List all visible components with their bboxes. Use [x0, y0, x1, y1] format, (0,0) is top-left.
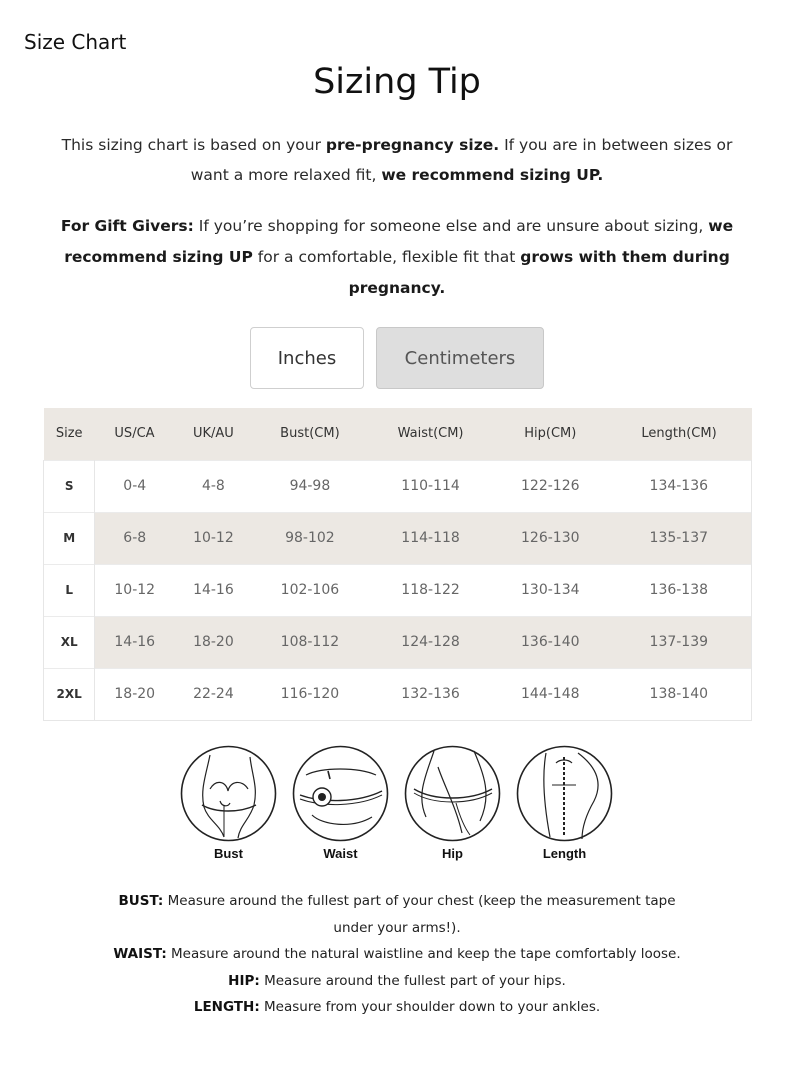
waist-note — [100, 941, 694, 968]
table-cell: 18-20 — [174, 616, 253, 668]
gift-bold-2: we recommend sizing UP — [64, 217, 734, 266]
table-cell: 136-140 — [494, 616, 607, 668]
header-us-ca: US/CA — [95, 408, 174, 460]
length-caption: Length — [542, 846, 587, 861]
header-length: Length(CM) — [607, 408, 752, 460]
inches-button[interactable]: Inches — [250, 327, 364, 389]
size-cell: 2XL — [44, 668, 95, 720]
header-uk-au: UK/AU — [174, 408, 253, 460]
table-cell: 136-138 — [607, 564, 752, 616]
table-cell: 0-4 — [95, 460, 174, 512]
gift-text-1: If you’re shopping for someone else and are unsure about sizing, — [193, 217, 709, 235]
hip-note-label: HIP: — [228, 972, 260, 989]
size-cell: L — [44, 564, 95, 616]
bust-note — [100, 888, 694, 941]
table-cell: 118-122 — [367, 564, 494, 616]
table-cell: 94-98 — [253, 460, 367, 512]
size-table — [43, 408, 752, 721]
measurement-figures — [180, 745, 613, 861]
table-cell: 135-137 — [607, 512, 752, 564]
table-cell: 130-134 — [494, 564, 607, 616]
header-waist: Waist(CM) — [367, 408, 494, 460]
table-cell: 10-12 — [174, 512, 253, 564]
table-row — [44, 564, 752, 616]
hip-figure — [404, 745, 501, 861]
intro-paragraph — [60, 130, 734, 190]
table-cell: 18-20 — [95, 668, 174, 720]
waist-note-label: WAIST: — [113, 946, 167, 962]
table-cell: 22-24 — [174, 668, 253, 720]
table-cell: 114-118 — [367, 512, 494, 564]
table-cell: 108-112 — [253, 616, 367, 668]
intro-bold-1: pre-pregnancy size. — [325, 136, 500, 154]
table-cell: 98-102 — [253, 512, 367, 564]
gift-paragraph — [60, 211, 734, 304]
waist-figure — [292, 745, 389, 861]
table-cell: 4-8 — [174, 460, 253, 512]
intro-text-2: If you are in between sizes or want a more relaxed fit, — [190, 136, 733, 184]
table-cell: 144-148 — [494, 668, 607, 720]
table-row — [44, 460, 752, 512]
size-cell: XL — [44, 616, 95, 668]
size-cell: M — [44, 512, 95, 564]
intro-text-1: This sizing chart is based on your — [61, 136, 326, 154]
header-hip: Hip(CM) — [494, 408, 607, 460]
table-row — [44, 512, 752, 564]
table-cell: 102-106 — [253, 564, 367, 616]
hip-note — [100, 968, 694, 995]
waist-note-text: Measure around the natural waistline and keep the tape comfortably loose. — [166, 946, 681, 962]
table-row — [44, 616, 752, 668]
unit-toggle — [250, 327, 544, 389]
waist-measure-icon — [292, 745, 389, 842]
table-header-row — [44, 408, 752, 460]
gift-bold-3: grows with them during pregnancy. — [348, 248, 730, 297]
length-measure-icon — [516, 745, 613, 842]
table-cell: 14-16 — [95, 616, 174, 668]
bust-note-label: BUST: — [118, 893, 164, 909]
length-note-label: LENGTH: — [193, 999, 260, 1015]
gift-bold-1: For Gift Givers: — [60, 217, 194, 235]
table-cell: 138-140 — [607, 668, 752, 720]
table-cell: 134-136 — [607, 460, 752, 512]
gift-text-2: for a comfortable, flexible fit that — [252, 248, 521, 266]
hip-caption: Hip — [442, 846, 463, 861]
sizing-tip-heading: Sizing Tip — [313, 62, 481, 102]
centimeters-button[interactable]: Centimeters — [376, 327, 544, 389]
table-cell: 14-16 — [174, 564, 253, 616]
table-cell: 122-126 — [494, 460, 607, 512]
waist-caption: Waist — [323, 846, 358, 861]
length-note — [100, 994, 694, 1021]
table-cell: 126-130 — [494, 512, 607, 564]
table-cell: 10-12 — [95, 564, 174, 616]
table-cell: 132-136 — [367, 668, 494, 720]
length-figure — [516, 745, 613, 861]
hip-measure-icon — [404, 745, 501, 842]
bust-measure-icon — [180, 745, 277, 842]
table-cell: 137-139 — [607, 616, 752, 668]
intro-bold-2: we recommend sizing UP. — [381, 166, 604, 184]
table-cell: 124-128 — [367, 616, 494, 668]
bust-note-text: Measure around the fullest part of your chest (keep the measurement tape under your arms!). — [163, 893, 676, 936]
length-note-text: Measure from your shoulder down to your ankles. — [259, 999, 601, 1015]
measurement-notes — [100, 888, 694, 1021]
table-cell: 6-8 — [95, 512, 174, 564]
header-size: Size — [44, 408, 95, 460]
modal-title: Size Chart — [24, 30, 127, 54]
hip-note-text: Measure around the fullest part of your hips. — [259, 972, 566, 989]
header-bust: Bust(CM) — [253, 408, 367, 460]
bust-figure — [180, 745, 277, 861]
bust-caption: Bust — [214, 846, 243, 861]
table-row — [44, 668, 752, 720]
table-cell: 110-114 — [367, 460, 494, 512]
table-cell: 116-120 — [253, 668, 367, 720]
size-cell: S — [44, 460, 95, 512]
